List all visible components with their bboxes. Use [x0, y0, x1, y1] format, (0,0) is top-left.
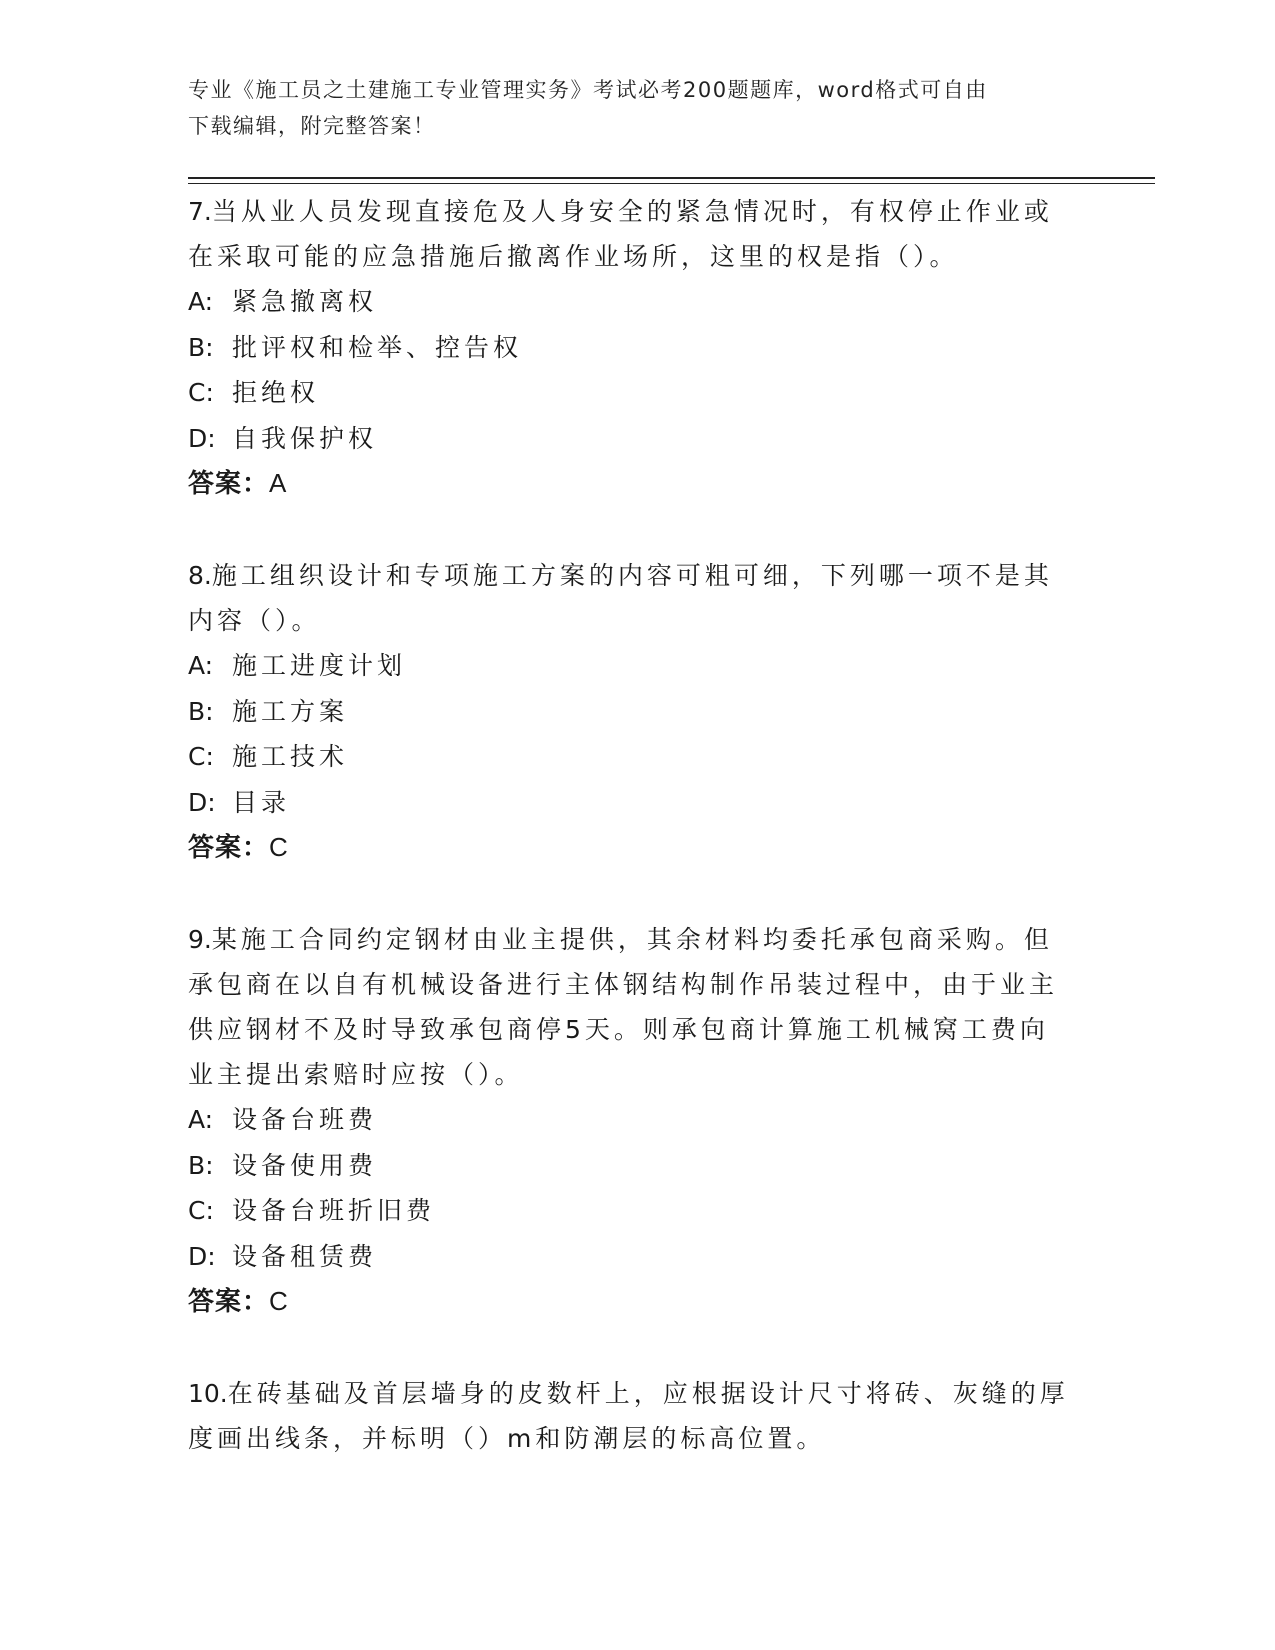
option-text: 自我保护权: [232, 423, 378, 453]
question-10: [188, 1371, 1088, 1461]
option-a: [188, 279, 1088, 325]
option-c: [188, 370, 1088, 416]
question-stem-line: 业主提出索赔时应按（）。: [188, 1060, 524, 1089]
option-text: 设备台班折旧费: [232, 1196, 436, 1225]
answer-value: A: [269, 468, 288, 498]
answer-value: C: [269, 832, 289, 862]
question-stem-line: 度画出线条，并标明（）m和防潮层的标高位置。: [188, 1424, 826, 1453]
question-stem-line: 在砖基础及首层墙身的皮数杆上，应根据设计尺寸将砖、灰缝的厚: [227, 1379, 1069, 1408]
question-stem-line: 内容（）。: [188, 606, 321, 635]
option-letter: C:: [188, 742, 214, 771]
answer: [188, 1279, 1088, 1325]
option-text: 紧急撤离权: [232, 287, 378, 316]
question-stem-line: 当从业人员发现直接危及人身安全的紧急情况时，有权停止作业或: [211, 197, 1053, 226]
option-b: [188, 325, 1088, 371]
question-stem: [188, 189, 1088, 234]
option-letter: A:: [188, 287, 214, 316]
question-stem-line: 供应钢材不及时导致承包商停5天。则承包商计算施工机械窝工费向: [188, 1015, 1049, 1044]
option-c: [188, 1188, 1088, 1234]
question-stem: [188, 917, 1088, 962]
option-letter: A:: [188, 651, 214, 680]
question-7: [188, 189, 1088, 507]
option-c: [188, 734, 1088, 780]
option-d: [188, 780, 1088, 826]
question-stem-line: 承包商在以自有机械设备进行主体钢结构制作吊装过程中，由于业主: [188, 970, 1059, 999]
option-text: 施工技术: [232, 742, 349, 771]
option-a: [188, 643, 1088, 689]
answer-value: C: [269, 1286, 289, 1316]
option-letter: B:: [188, 332, 214, 362]
option-letter: C:: [188, 378, 214, 407]
option-b: [188, 689, 1088, 735]
option-text: 目录: [232, 787, 291, 817]
option-text: 批评权和检举、控告权: [232, 332, 523, 362]
answer-label: 答案：: [188, 1287, 270, 1317]
question-stem: [188, 553, 1088, 598]
answer: [188, 461, 1088, 507]
option-letter: B:: [188, 1150, 214, 1180]
question-8: [188, 553, 1088, 871]
option-d: [188, 1234, 1088, 1280]
answer-label: 答案：: [188, 469, 270, 499]
question-list: [188, 189, 1088, 1507]
question-number: 9.: [188, 925, 212, 954]
question-number: 10.: [188, 1379, 228, 1408]
option-letter: B:: [188, 696, 214, 726]
question-9: [188, 917, 1088, 1325]
header-line-1: 专业《施工员之土建施工专业管理实务》考试必考200题题库，word格式可自由: [188, 78, 988, 102]
header-divider-thin: [188, 183, 1155, 184]
question-stem-line: 在采取可能的应急措施后撤离作业场所，这里的权是指（）。: [188, 242, 959, 271]
option-b: [188, 1143, 1088, 1189]
option-a: [188, 1097, 1088, 1143]
option-text: 设备租赁费: [232, 1241, 378, 1271]
answer-label: 答案：: [188, 833, 270, 863]
question-number: 8.: [188, 561, 212, 590]
question-number: 7.: [188, 197, 212, 226]
header-divider-thick: [188, 177, 1155, 179]
option-text: 拒绝权: [232, 378, 320, 407]
question-stem-line: 某施工合同约定钢材由业主提供，其余材料均委托承包商采购。但: [211, 925, 1053, 954]
document-header: [188, 72, 1088, 144]
option-text: 设备台班费: [232, 1105, 378, 1134]
question-stem: [188, 1371, 1088, 1416]
option-text: 施工进度计划: [232, 651, 407, 680]
option-text: 施工方案: [232, 696, 349, 726]
option-letter: A:: [188, 1105, 214, 1134]
option-letter: C:: [188, 1196, 214, 1225]
option-letter: D:: [188, 787, 216, 817]
answer: [188, 825, 1088, 871]
header-line-2: 下载编辑，附完整答案！: [188, 114, 436, 138]
option-text: 设备使用费: [232, 1150, 378, 1180]
option-letter: D:: [188, 423, 216, 453]
question-stem-line: 施工组织设计和专项施工方案的内容可粗可细，下列哪一项不是其: [211, 561, 1053, 590]
option-d: [188, 416, 1088, 462]
option-letter: D:: [188, 1241, 216, 1271]
